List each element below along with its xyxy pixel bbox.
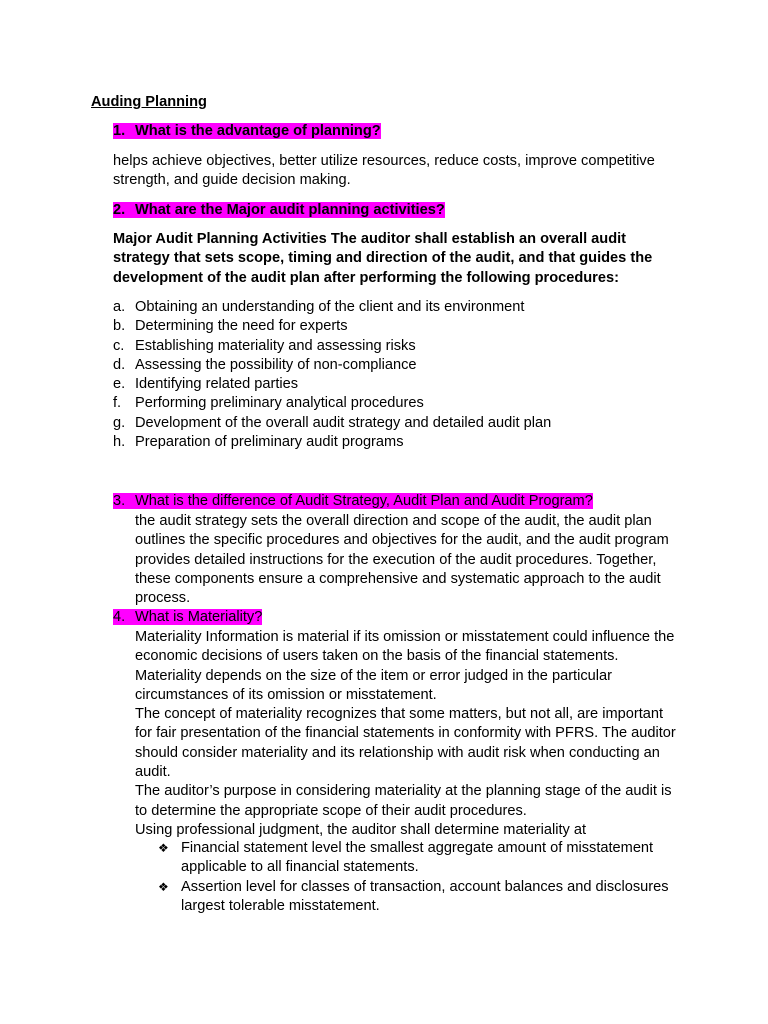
question-4-number: 4. (113, 609, 126, 625)
list-item: ❖ Financial statement level the smallest aggregate amount of misstatement applicable to all financial statements. (158, 839, 678, 878)
question-4 (113, 608, 262, 627)
materiality-paragraph-2: The concept of materiality recognizes that some matters, but not all, are important for fair presentation of the financial statements in conformity with PFRS. The auditor should consider materiality and its relationship with audit risk when conducting an audit. (135, 706, 676, 781)
answer-4 (135, 628, 680, 840)
question-1-number: 1. (113, 123, 126, 139)
list-item: d. Assessing the possibility of non-compliance (113, 356, 417, 373)
question-3 (113, 492, 593, 511)
diamond-bullet-icon: ❖ (158, 841, 169, 855)
materiality-paragraph-1: Materiality Information is material if its omission or misstatement could influence the economic decisions of users taken on the basis of the financial statements. Materiality depends on the size of the item or error judged in the particular circumstances of its omission or misstatement. (135, 629, 675, 703)
answer-1: helps achieve objectives, better utilize resources, reduce costs, improve competitive strength, and guide decision making. (113, 153, 655, 189)
list-item: a. Obtaining an understanding of the client and its environment (113, 299, 525, 315)
list-item: f. Performing preliminary analytical procedures (113, 395, 424, 412)
question-2 (113, 201, 445, 220)
list-item: c. Establishing materiality and assessing risks (113, 337, 416, 354)
materiality-levels-list (158, 839, 678, 916)
question-1 (113, 122, 381, 141)
question-4-text: What is Materiality? (135, 609, 263, 625)
diamond-bullet-icon: ❖ (158, 879, 169, 894)
answer-3: the audit strategy sets the overall direction and scope of the audit, the audit plan outlines the specific procedures and objectives for the audit, and the audit program provides detailed instructions for the execution of the audit procedures. Together, these components ensure a comprehensive and systematic approach to the audit process. (135, 513, 669, 607)
materiality-paragraph-4: Using professional judgment, the auditor shall determine materiality at (135, 821, 587, 838)
answer-2-intro: Major Audit Planning Activities The auditor shall establish an overall audit strategy that sets scope, timing and direction of the audit, and that guides the development of the audit plan after performing the following procedures: (113, 231, 653, 286)
question-3-number: 3. (113, 493, 126, 509)
list-item: g. Development of the overall audit strategy and detailed audit plan (113, 414, 552, 431)
activities-list (113, 298, 551, 452)
question-2-text: What are the Major audit planning activities? (135, 202, 445, 218)
list-item: b. Determining the need for experts (113, 318, 348, 335)
question-1-text: What is the advantage of planning? (135, 123, 381, 139)
document-title: Auding Planning (91, 94, 207, 110)
list-item: h. Preparation of preliminary audit programs (113, 434, 404, 451)
question-2-number: 2. (113, 202, 126, 218)
question-3-text: What is the difference of Audit Strategy, Audit Plan and Audit Program? (135, 493, 593, 509)
materiality-paragraph-3: The auditor’s purpose in considering materiality at the planning stage of the audit is to determine the appropriate scope of their audit procedures. (135, 783, 672, 819)
list-item: e. Identifying related parties (113, 376, 299, 393)
list-item: ❖ Assertion level for classes of transaction, account balances and disclosures largest tolerable misstatement. (158, 878, 678, 917)
